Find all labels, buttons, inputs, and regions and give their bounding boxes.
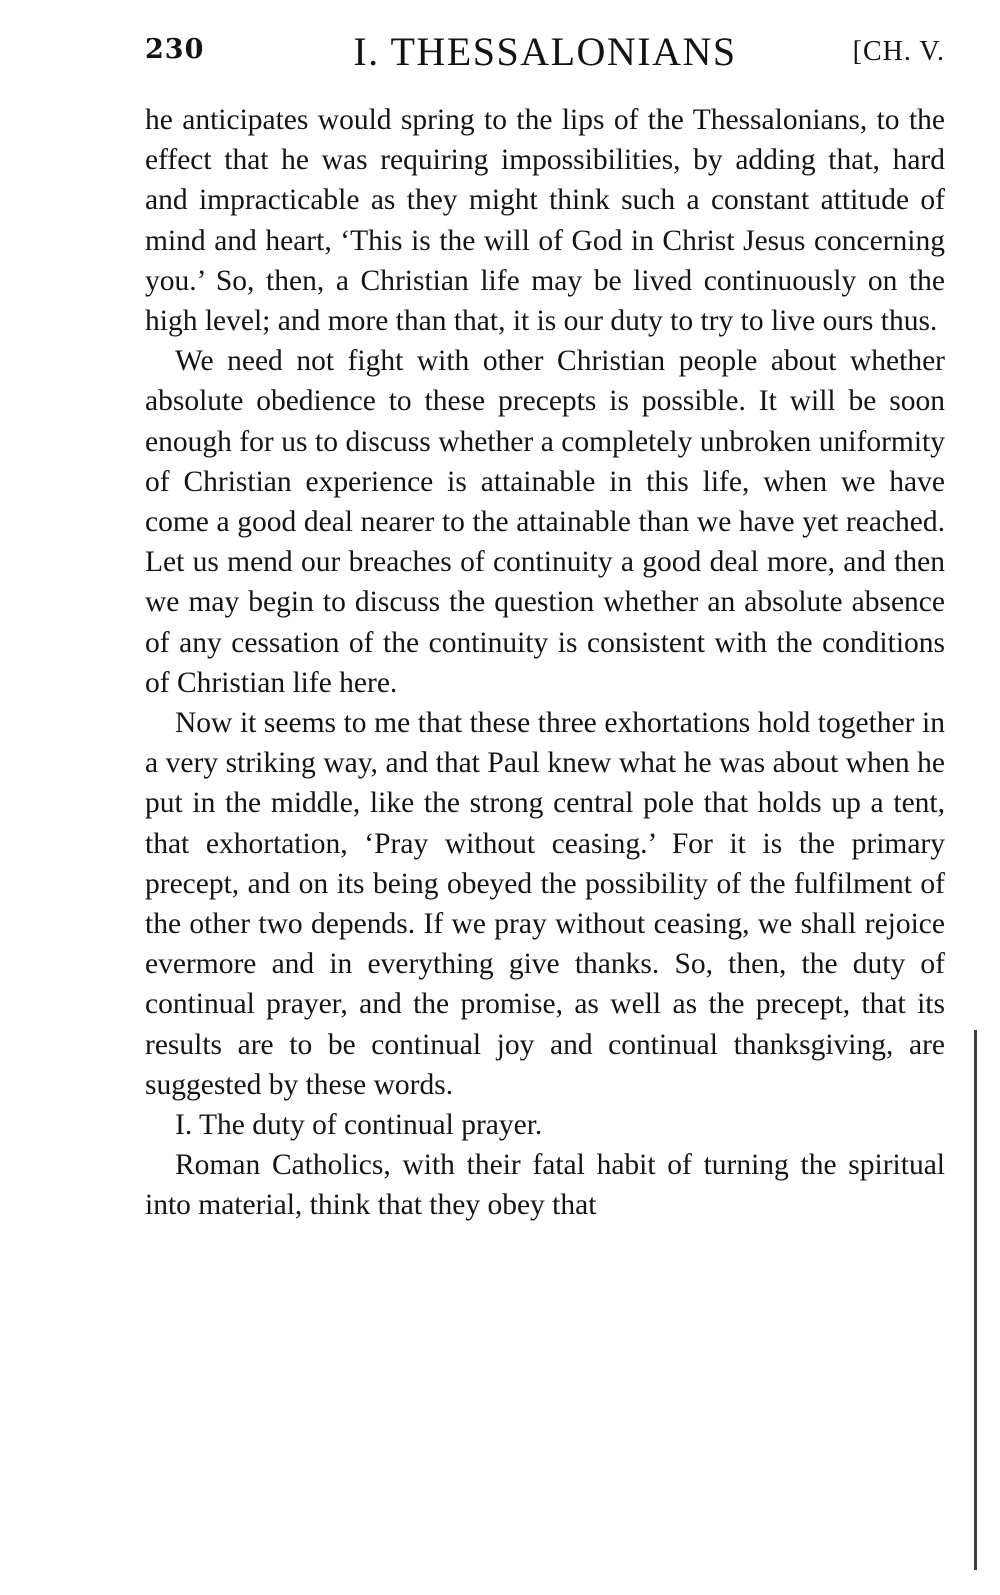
paragraph-continuation: he anticipates would spring to the lips of the Thessalonians, to the effect that he was requiring impossibilities, by adding that, hard and impracticable as they might think such a constant attitude of mind and heart, ‘This is the will of God in Christ Jesus concerning you.’ So, then, a Christian life may be lived continuously on the high level; and more than that, it is our duty to try to live ours thus. <box>145 104 945 338</box>
scan-edge-line <box>974 1030 977 1570</box>
section-heading: I. The duty of continual prayer. <box>175 1109 543 1142</box>
running-head <box>145 28 945 78</box>
paragraph: Roman Catholics, with their fatal habit of turning the spiritual into material, think that they obey that <box>145 1149 945 1222</box>
book-title: I. THESSALONIANS <box>353 29 737 74</box>
page-number: 230 <box>145 34 205 65</box>
chapter-reference: [CH. V. <box>852 36 945 67</box>
paragraph: We need not fight with other Christian people about whether absolute obedience to these precepts is possible. It will be soon enough for us to discuss whether a completely unbroken uniformity of Christian experience is attainable in this life, when we have come a good deal nearer to the attainable than we have yet reached. Let us mend our breaches of continuity a good deal more, and then we may begin to discuss the question whether an absolute absence of any cessation of the continuity is consistent with the conditions of Christian life here. <box>145 345 945 699</box>
paragraph: Now it seems to me that these three exhortations hold together in a very striking way, and that Paul knew what he was about when he put in the middle, like the strong central pole that holds up a tent, that exhortation, ‘Pray without ceasing.’ For it is the primary precept, and on its being obeyed the possibility of the fulfilment of the other two depends. If we pray without ceasing, we shall rejoice evermore and in everything give thanks. So, then, the duty of continual prayer, and the promise, as well as the precept, that its results are to be continual joy and continual thanksgiving, are suggested by these words. <box>145 707 945 1101</box>
body-text <box>145 100 945 1226</box>
